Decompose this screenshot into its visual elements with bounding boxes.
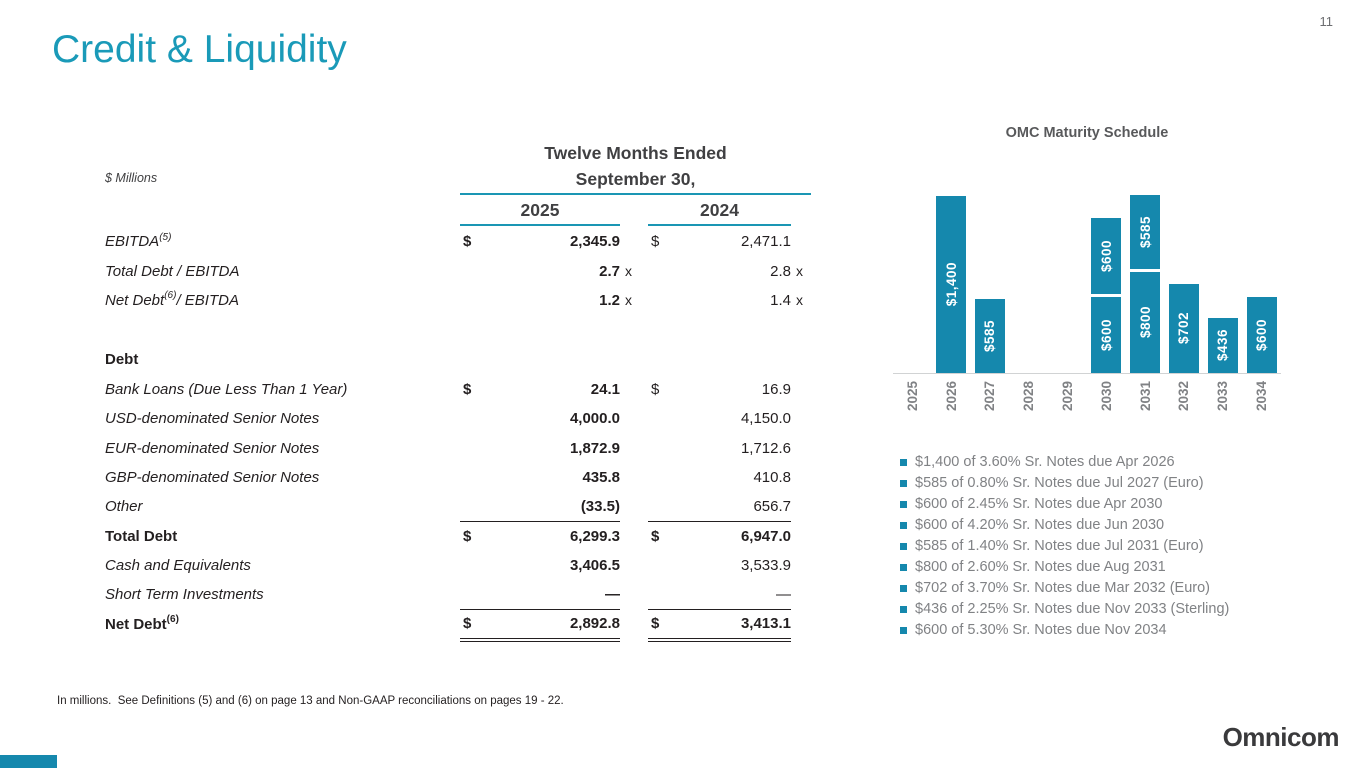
chart-bar-slot-2034 <box>1242 159 1281 373</box>
x-axis-label: 2026 <box>943 381 959 412</box>
row-label: Total Debt <box>105 527 178 545</box>
bar-value-label: $800 <box>1137 306 1153 339</box>
value-2025: — <box>460 580 620 609</box>
legend-item-text: $800 of 2.60% Sr. Notes due Aug 2031 <box>915 559 1166 575</box>
chart-bar-slot-2028 <box>1009 159 1048 373</box>
multiplier-suffix-2024 <box>791 492 811 521</box>
table-row <box>105 522 817 551</box>
multiplier-suffix-2025 <box>620 404 640 433</box>
multiplier-suffix-2024 <box>791 580 811 609</box>
row-label: Net Debt $^{(6)}$ / EBITDA <box>105 290 239 309</box>
multiplier-suffix-2025 <box>620 433 640 462</box>
multiplier-suffix-2024 <box>791 227 811 256</box>
legend-item-text: $585 of 1.40% Sr. Notes due Jul 2031 (Euro) <box>915 538 1204 554</box>
x-axis-tick-2032 <box>1165 381 1204 411</box>
period-line1: Twelve Months Ended <box>544 143 727 163</box>
multiplier-suffix-2025 <box>620 522 640 551</box>
legend-bullet-icon <box>900 480 907 487</box>
legend-item <box>900 473 1229 494</box>
multiplier-suffix-2025 <box>620 580 640 609</box>
table-row <box>105 551 817 580</box>
legend-item-text: $600 of 4.20% Sr. Notes due Jun 2030 <box>915 517 1165 533</box>
legend-bullet-icon <box>900 501 907 508</box>
value-2025: 435.8 <box>582 468 620 486</box>
value-2025: (33.5) <box>460 492 620 521</box>
row-label: Cash and Equivalents <box>105 557 251 575</box>
table-spacer-row <box>105 315 817 345</box>
row-label: Debt <box>105 351 139 369</box>
value-2024: — <box>648 580 791 609</box>
value-2025: 3,406.5 <box>569 557 620 575</box>
value-2024 <box>648 345 791 374</box>
multiplier-suffix-2024 <box>791 463 811 492</box>
chart-legend <box>900 452 1229 641</box>
x-axis-label: 2031 <box>1137 381 1153 412</box>
value-2025: 1,872.9 <box>569 439 620 457</box>
multiplier-suffix-2025 <box>620 227 640 256</box>
maturity-chart <box>893 125 1281 411</box>
multiplier-suffix-2024 <box>791 610 811 639</box>
value-2024: $ 6,947.0 <box>651 527 791 545</box>
table-row <box>105 463 817 492</box>
table-header <box>105 140 817 195</box>
row-label: USD-denominated Senior Notes <box>105 410 320 428</box>
row-label: Other <box>105 498 143 516</box>
multiplier-suffix-2025: x <box>625 292 632 309</box>
units-label: $ Millions <box>105 171 158 185</box>
x-axis-label: 2028 <box>1021 381 1037 412</box>
value-2025: 1.2 <box>599 291 620 309</box>
value-2025: 4,000.0 <box>569 410 620 428</box>
chart-bar-slot-2033 <box>1203 159 1242 373</box>
multiplier-suffix-2025 <box>620 610 640 639</box>
table-row <box>105 492 817 521</box>
value-2025 <box>460 345 620 374</box>
chart-bar-slot-2025 <box>893 159 932 373</box>
period-header <box>460 140 811 195</box>
bar-value-label: $600 <box>1098 318 1114 352</box>
row-label: GBP-denominated Senior Notes <box>105 468 320 486</box>
chart-title: OMC Maturity Schedule <box>1005 125 1169 141</box>
chart-bar-segment <box>1091 218 1121 294</box>
x-axis-label: 2034 <box>1254 381 1270 412</box>
legend-bullet-icon <box>900 564 907 571</box>
legend-bullet-icon <box>900 585 907 592</box>
chart-bar-slot-2032 <box>1165 159 1204 373</box>
row-label: Total Debt / EBITDA <box>105 262 240 280</box>
x-axis-tick-2028 <box>1009 381 1048 411</box>
chart-bar-slot-2029 <box>1048 159 1087 373</box>
table-row <box>105 610 817 639</box>
chart-plot-area <box>893 159 1281 374</box>
table-row <box>105 227 817 256</box>
row-label: EBITDA $^{(5)}$ <box>105 231 172 251</box>
value-2024: 4,150.0 <box>740 410 791 428</box>
chart-bar-slot-2031 <box>1126 159 1165 373</box>
value-2025: $ 2,892.8 <box>460 610 620 639</box>
year-header-row <box>105 200 817 226</box>
table-row <box>105 375 817 404</box>
value-2025: $ 2,345.9 <box>463 233 620 251</box>
multiplier-suffix-2024: x <box>796 263 803 280</box>
row-label: Net Debt $^{(6)}$ <box>105 614 179 633</box>
bar-value-label: $600 <box>1098 239 1114 273</box>
legend-item-text: $1,400 of 3.60% Sr. Notes due Apr 2026 <box>915 454 1175 470</box>
x-axis-tick-2030 <box>1087 381 1126 411</box>
legend-item <box>900 515 1229 536</box>
column-header-2025: 2025 <box>460 200 620 226</box>
x-axis-tick-2025 <box>893 381 932 411</box>
omnicom-logo: Omnicom <box>1222 722 1339 752</box>
x-axis-tick-2027 <box>971 381 1010 411</box>
bar-value-label: $1,400 <box>943 262 959 307</box>
value-2024: $ 2,471.1 <box>651 233 791 251</box>
column-header-2024: 2024 <box>648 200 791 226</box>
x-axis-tick-2029 <box>1048 381 1087 411</box>
multiplier-suffix-2024 <box>791 551 811 580</box>
multiplier-suffix-2025 <box>620 375 640 404</box>
chart-bar-segment <box>1091 297 1121 373</box>
value-2024: 3,533.9 <box>740 557 791 575</box>
legend-bullet-icon <box>900 459 907 466</box>
bar-value-label: $585 <box>1137 215 1153 249</box>
value-2025: $ 24.1 <box>463 380 620 398</box>
chart-bar-segment <box>1130 272 1160 373</box>
legend-bullet-icon <box>900 522 907 529</box>
x-axis-tick-2034 <box>1242 381 1281 411</box>
value-2024: 656.7 <box>648 492 791 521</box>
corner-accent-bar <box>0 755 57 768</box>
legend-item-text: $702 of 3.70% Sr. Notes due Mar 2032 (Euro) <box>915 580 1211 596</box>
legend-item <box>900 620 1229 641</box>
legend-item <box>900 536 1229 557</box>
x-axis-tick-2031 <box>1126 381 1165 411</box>
bar-value-label: $585 <box>982 319 998 353</box>
bar-value-label: $600 <box>1254 318 1270 352</box>
x-axis-label: 2025 <box>904 381 920 412</box>
row-label: EUR-denominated Senior Notes <box>105 439 320 457</box>
legend-item <box>900 599 1229 620</box>
chart-bar-slot-2030 <box>1087 159 1126 373</box>
legend-bullet-icon <box>900 606 907 613</box>
page-number: 11 <box>1319 14 1333 29</box>
multiplier-suffix-2024 <box>791 433 811 462</box>
legend-bullet-icon <box>900 543 907 550</box>
value-2024: $ 3,413.1 <box>648 610 791 639</box>
multiplier-suffix-2024 <box>791 404 811 433</box>
x-axis-label: 2033 <box>1215 381 1231 412</box>
value-2025: 2.7 <box>599 262 620 280</box>
period-line2: September 30, <box>575 169 696 189</box>
bar-value-label: $702 <box>1176 312 1192 345</box>
x-axis-label: 2027 <box>982 381 998 412</box>
multiplier-suffix-2025: x <box>625 263 632 280</box>
legend-bullet-icon <box>900 627 907 634</box>
chart-bar-segment <box>936 196 966 373</box>
chart-bar-slot-2026 <box>932 159 971 373</box>
value-2024: 1,712.6 <box>740 439 791 457</box>
x-axis-tick-2026 <box>932 381 971 411</box>
legend-item <box>900 494 1229 515</box>
footnote: In millions. See Definitions (5) and (6) on page 13 and Non-GAAP reconciliations on pages 19 - 22. <box>57 695 564 707</box>
multiplier-suffix-2025 <box>620 492 640 521</box>
chart-bar-segment <box>975 299 1005 373</box>
value-2024: 1.4 <box>770 291 791 309</box>
multiplier-suffix-2024 <box>791 522 811 551</box>
financial-table <box>105 140 817 639</box>
multiplier-suffix-2025 <box>620 345 640 374</box>
multiplier-suffix-2024 <box>791 375 811 404</box>
table-row <box>105 433 817 462</box>
x-axis-tick-2033 <box>1203 381 1242 411</box>
chart-bar-segment <box>1169 284 1199 373</box>
row-label: Short Term Investments <box>105 586 264 604</box>
chart-bar-segment <box>1247 297 1277 373</box>
value-2024: $ 16.9 <box>651 380 791 398</box>
multiplier-suffix-2025 <box>620 551 640 580</box>
x-axis-label: 2030 <box>1098 381 1114 412</box>
chart-bar-segment <box>1130 195 1160 269</box>
x-axis-label: 2029 <box>1060 381 1076 412</box>
multiplier-suffix-2024 <box>791 345 811 374</box>
table-row <box>105 286 817 315</box>
table-row <box>105 345 817 374</box>
multiplier-suffix-2025 <box>620 463 640 492</box>
legend-item <box>900 557 1229 578</box>
chart-x-axis <box>893 381 1281 411</box>
value-2025: $ 6,299.3 <box>463 527 620 545</box>
chart-bar-slot-2027 <box>971 159 1010 373</box>
legend-item <box>900 452 1229 473</box>
x-axis-label: 2032 <box>1176 381 1192 412</box>
table-row <box>105 404 817 433</box>
page-title: Credit & Liquidity <box>52 28 347 71</box>
chart-bar-segment <box>1208 318 1238 373</box>
value-2024: 410.8 <box>753 468 791 486</box>
legend-item-text: $585 of 0.80% Sr. Notes due Jul 2027 (Euro) <box>915 475 1204 491</box>
bar-value-label: $436 <box>1215 329 1231 362</box>
row-label: Bank Loans (Due Less Than 1 Year) <box>105 380 348 398</box>
value-2024: 2.8 <box>770 262 791 280</box>
multiplier-suffix-2024: x <box>796 292 803 309</box>
legend-item-text: $600 of 5.30% Sr. Notes due Nov 2034 <box>915 622 1167 638</box>
legend-item <box>900 578 1229 599</box>
table-row <box>105 256 817 285</box>
financial-table-body <box>105 227 817 639</box>
table-row <box>105 580 817 609</box>
legend-item-text: $436 of 2.25% Sr. Notes due Nov 2033 (Sterling) <box>915 601 1230 617</box>
legend-item-text: $600 of 2.45% Sr. Notes due Apr 2030 <box>915 496 1163 512</box>
